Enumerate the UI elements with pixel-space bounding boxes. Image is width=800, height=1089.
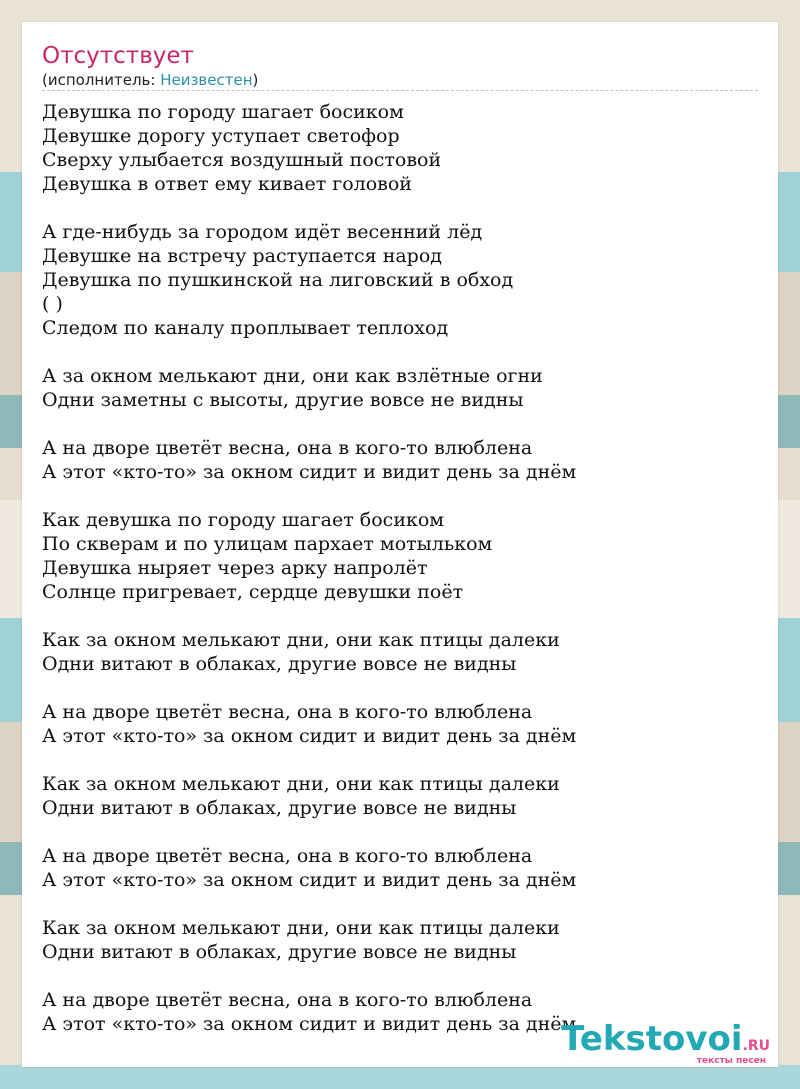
stanza-gap [42, 892, 762, 916]
logo-name: Tekstovoi [561, 1019, 743, 1059]
lyric-line: А где-нибудь за городом идёт весенний лёд [42, 221, 483, 243]
lyric-line: Следом по каналу проплывает теплоход [42, 317, 449, 339]
lyric-line: А на дворе цветёт весна, она в кого-то влюблена [42, 845, 533, 867]
lyric-line: А этот «кто-то» за окном сидит и видит день за днём [42, 725, 577, 747]
lyric-line: Сверху улыбается воздушный постовой [42, 149, 442, 171]
lyric-line: Как за окном мелькают дни, они как птицы далеки [42, 917, 560, 939]
artist-suffix: ) [252, 71, 259, 89]
lyrics-card [22, 22, 778, 1067]
lyric-line: Одни заметны с высоты, другие вовсе не видны [42, 389, 524, 411]
lyric-line: А этот «кто-то» за окном сидит и видит день за днём [42, 869, 577, 891]
lyric-line: Как девушка по городу шагает босиком [42, 509, 445, 531]
lyric-line: Одни витают в облаках, другие вовсе не видны [42, 653, 517, 675]
lyric-line: Девушка в ответ ему кивает головой [42, 173, 412, 195]
lyric-line: Солнце пригревает, сердце девушки поёт [42, 581, 464, 603]
logo-tld: .RU [742, 1038, 770, 1054]
lyric-line: А этот «кто-то» за окном сидит и видит день за днём [42, 461, 577, 483]
song-title: Отсутствует [42, 43, 194, 69]
stanza-gap [42, 340, 762, 364]
lyric-line: А за окном мелькают дни, они как взлётные огни [42, 365, 543, 387]
stanza-gap [42, 196, 762, 220]
stanza-gap [42, 412, 762, 436]
stanza-gap [42, 484, 762, 508]
lyric-line: Одни витают в облаках, другие вовсе не видны [42, 941, 517, 963]
artist-link[interactable]: Неизвестен [160, 71, 253, 89]
lyrics-text [42, 100, 762, 1036]
artist-line [42, 70, 258, 90]
lyric-line: Девушка ныряет через арку напролёт [42, 557, 428, 579]
lyric-line: Девушка по пушкинской на лиговский в обход [42, 269, 514, 291]
lyric-line: Девушка по городу шагает босиком [42, 101, 404, 123]
lyric-line: Девушке дорогу уступает светофор [42, 125, 400, 147]
lyric-line: А этот «кто-то» за окном сидит и видит день за днём [42, 1013, 577, 1035]
stanza-gap [42, 820, 762, 844]
stanza-gap [42, 964, 762, 988]
logo-tagline: тексты песен [696, 1056, 766, 1066]
lyric-line: Девушке на встречу раступается народ [42, 245, 442, 267]
lyric-line: ( ) [42, 293, 63, 315]
lyric-line: А на дворе цветёт весна, она в кого-то влюблена [42, 437, 533, 459]
stanza-gap [42, 604, 762, 628]
lyric-line: По скверам и по улицам пархает мотыльком [42, 533, 493, 555]
lyric-line: Одни витают в облаках, другие вовсе не видны [42, 797, 517, 819]
title-divider [42, 90, 758, 91]
lyric-line: Как за окном мелькают дни, они как птицы далеки [42, 773, 560, 795]
lyric-line: А на дворе цветёт весна, она в кого-то влюблена [42, 701, 533, 723]
artist-prefix: (исполнитель: [42, 71, 161, 89]
lyric-line: Как за окном мелькают дни, они как птицы далеки [42, 629, 560, 651]
site-logo[interactable] [561, 1019, 770, 1066]
stanza-gap [42, 676, 762, 700]
lyric-line: А на дворе цветёт весна, она в кого-то влюблена [42, 989, 533, 1011]
stanza-gap [42, 748, 762, 772]
